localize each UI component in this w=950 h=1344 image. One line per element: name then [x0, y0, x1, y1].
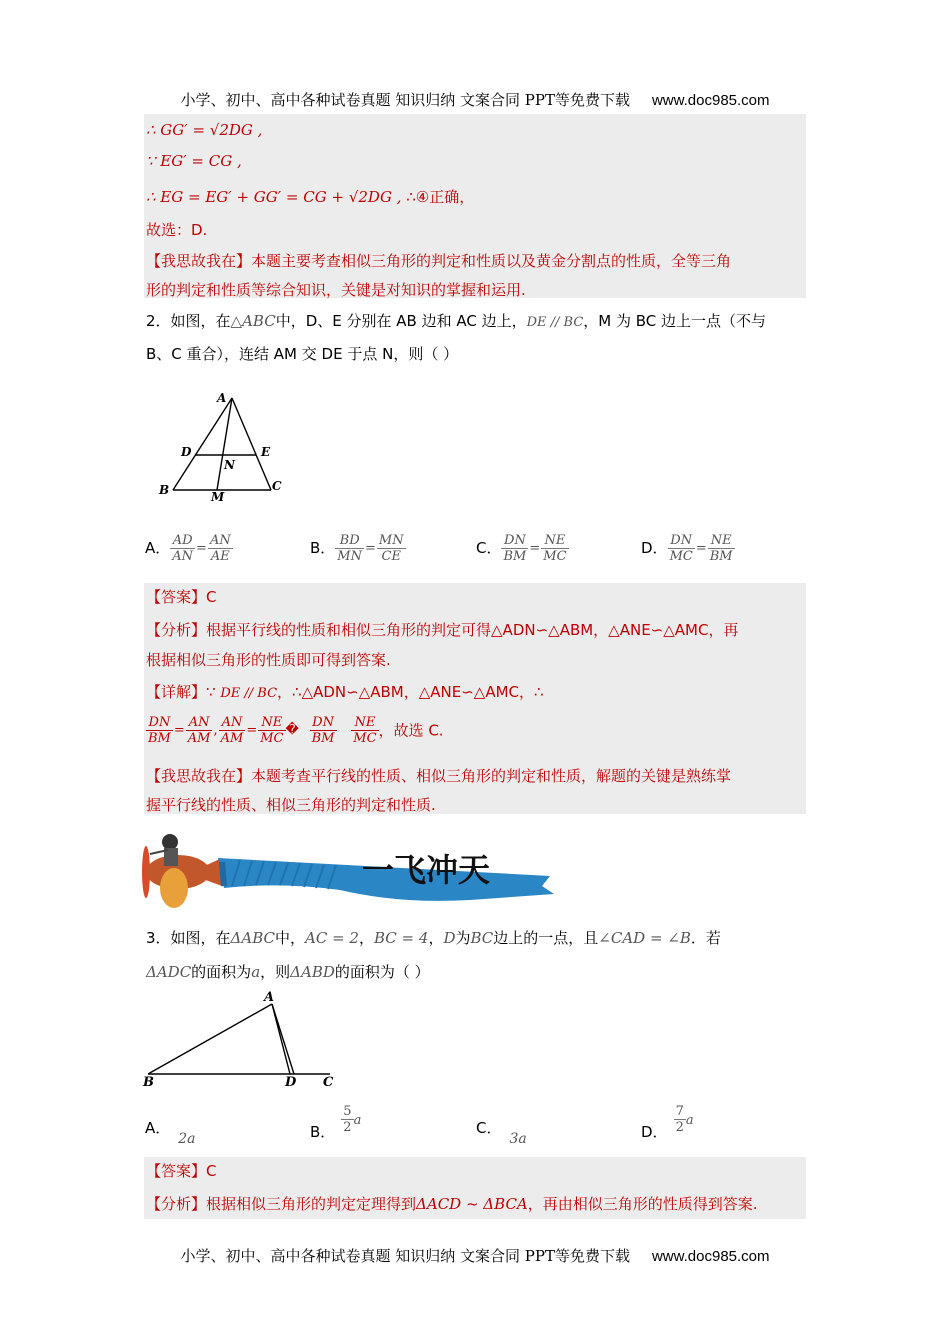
q3-label-d: D — [285, 1075, 297, 1090]
prev-think-text-1: 本题主要考查相似三角形的判定和性质以及黄金分割点的性质，全等三角 — [251, 252, 732, 270]
q3-option-c[interactable] — [476, 1117, 527, 1147]
q2-option-c[interactable] — [476, 533, 569, 564]
q2-option-c-eq: = — [529, 541, 541, 556]
q2-analysis-tag: 【分析】 — [146, 621, 207, 639]
q2-option-a-frac1-den: AN — [172, 549, 194, 564]
q2-option-d-frac1 — [668, 533, 695, 564]
q2-option-b-eq: = — [364, 541, 376, 556]
q2-detail-eq-2: = — [246, 722, 258, 738]
q2-detail-frac-5 — [310, 715, 337, 746]
q3-option-b-label: B． — [310, 1123, 336, 1141]
q2-option-d-eq: = — [695, 541, 707, 556]
q3-text-h: 的面积为 — [191, 963, 252, 981]
q2-label-c: C — [272, 479, 282, 493]
q2-detail-frac-1 — [146, 715, 173, 746]
q2-detail-frac-2-den: AM — [187, 731, 211, 746]
q3-answer-value: C — [206, 1162, 217, 1180]
q2-math-parallel: DE // BC — [526, 315, 584, 330]
q2-option-c-label: C． — [476, 539, 502, 557]
q3-math-d: D — [443, 929, 456, 947]
q2-option-b-frac2-den: CE — [381, 549, 401, 564]
q3-figure — [140, 986, 350, 1092]
q3-analysis-text-a: 根据相似三角形的判定定理得到 — [206, 1195, 417, 1213]
q2-stem-2: B、C 重合），连结 AM 交 DE 于点 N，则（ ） — [146, 345, 459, 363]
q2-label-b: B — [159, 483, 170, 497]
q2-detail-tag: 【详解】 — [146, 683, 207, 701]
prev-line-1 — [146, 120, 262, 140]
q2-option-a-frac2-num: AN — [209, 533, 231, 548]
q2-option-d-label: D． — [641, 539, 668, 557]
q3-option-b-var: a — [353, 1113, 362, 1128]
banner — [140, 828, 560, 914]
page-header — [0, 89, 950, 110]
q2-detail-frac-3-den: AM — [220, 731, 244, 746]
prev-line-4: 故选：D. — [146, 221, 208, 239]
q3-analysis-text-b: ，再由相似三角形的性质得到答案. — [527, 1195, 758, 1213]
q3-option-d-label: D． — [641, 1123, 668, 1141]
q3-label-b: B — [143, 1075, 154, 1090]
q2-option-d-frac2-num: NE — [708, 533, 735, 549]
q2-stem-1 — [146, 311, 766, 333]
q2-option-b-frac1 — [335, 533, 364, 564]
q3-option-a[interactable] — [145, 1117, 196, 1147]
q3-text-i: ，则 — [260, 963, 291, 981]
q3-option-a-label: A． — [145, 1119, 171, 1137]
q3-option-d-var: a — [685, 1113, 694, 1128]
q2-detail-frac-2-num: AN — [186, 715, 213, 731]
q3-option-c-value: 3a — [509, 1131, 527, 1147]
page-footer — [0, 1245, 950, 1266]
q3-math-adc: ΔADC — [146, 963, 192, 981]
q2-detail-end: ，故选 C. — [378, 721, 444, 740]
q2-detail-frac-4 — [258, 715, 285, 746]
q3-math-angle: ∠CAD = ∠B — [598, 929, 691, 947]
q2-text-a: 2．如图，在 — [146, 312, 231, 330]
q2-detail-because: ∵ — [206, 683, 216, 701]
q2-detail-frac-6 — [351, 715, 378, 746]
prev-formula-3: ∴ EG = EG′ + GG′ = CG + √2DG , — [146, 188, 402, 206]
q2-math-abc: △ABC — [230, 312, 276, 330]
q2-answer — [146, 587, 217, 607]
banner-title: 一飞冲天 — [362, 851, 491, 889]
prev-formula-2: ∵ EG′ = CG , — [146, 152, 242, 170]
q3-answer — [146, 1161, 217, 1181]
q3-math-abd: ΔABD — [290, 963, 335, 981]
q2-detail-text: ，∴△ADN∽△ABM，△ANE∽△AMC，∴ — [277, 683, 544, 701]
q3-option-a-value: 2a — [178, 1131, 196, 1147]
q2-text-b: 中，D、E 分别在 AB 边和 AC 边上， — [275, 312, 527, 330]
q2-detail-frac-2 — [186, 715, 213, 746]
q2-analysis-2: 根据相似三角形的性质即可得到答案. — [146, 651, 391, 669]
q3-text-d: ， — [428, 929, 444, 947]
q2-option-c-frac2-den: MC — [543, 549, 567, 564]
q2-option-a-frac1-num: AD — [170, 533, 195, 549]
q2-option-d-frac2-den: BM — [709, 549, 733, 564]
q2-analysis-1 — [146, 620, 738, 640]
q2-detail-frac-5-den: BM — [311, 731, 335, 746]
q2-detail-frac-3-num: AN — [219, 715, 246, 731]
q2-option-d[interactable] — [641, 533, 735, 564]
q2-detail-frac-5-num: DN — [310, 715, 337, 731]
q3-analysis-math: ΔACD ~ ΔBCA — [416, 1195, 528, 1213]
q3-option-b-den: 2 — [343, 1120, 352, 1135]
q3-label-c: C — [323, 1075, 334, 1090]
q2-option-c-frac1 — [501, 533, 528, 564]
q2-option-c-frac1-den: BM — [503, 549, 527, 564]
q2-figure — [150, 384, 300, 508]
q2-detail-1 — [146, 682, 544, 704]
q2-option-a-frac2-den: AE — [210, 549, 230, 564]
q2-think-1 — [146, 766, 731, 786]
q2-think-tag: 【我思故我在】 — [146, 767, 252, 785]
q2-label-a: A — [217, 391, 227, 405]
q2-detail-frac-4-den: MC — [260, 731, 284, 746]
q2-answer-value: C — [206, 588, 217, 606]
q3-text-b: 中， — [275, 929, 306, 947]
q3-analysis — [146, 1194, 758, 1214]
prev-line-2 — [146, 151, 242, 171]
header-site: www.doc985.com — [651, 92, 770, 109]
q2-detail-2: $\frac{DN}{BM}$ = $\frac{AN}{AM}$ , $\frac{AN}{AM}$ = $\frac{NE}{MC}$ � $\frac{DN}{BM}$ $\frac{NE}{MC}$ ，故选 C. — [148, 715, 444, 746]
q2-option-c-frac1-num: DN — [501, 533, 528, 549]
q2-detail-frac-4-num: NE — [258, 715, 285, 731]
q2-option-a[interactable] — [145, 533, 233, 564]
q3-option-d[interactable] — [641, 1104, 694, 1141]
prev-conclusion: ∴④正确， — [406, 188, 475, 206]
q2-option-c-frac2-num: NE — [541, 533, 568, 549]
q2-think-text-1: 本题考查平行线的性质、相似三角形的判定和性质，解题的关键是熟练掌 — [251, 767, 732, 785]
q3-text-f: 边上的一点，且 — [493, 929, 599, 947]
airplane-icon — [142, 834, 222, 908]
q2-option-a-frac1 — [170, 533, 195, 564]
q3-answer-tag: 【答案】 — [146, 1162, 207, 1180]
q2-detail-glyph: � — [285, 722, 299, 738]
q2-option-d-frac2 — [708, 533, 735, 564]
q3-math-ac: AC = 2 — [305, 929, 359, 947]
prev-line-6: 形的判定和性质等综合知识，关键是对知识的掌握和运用. — [146, 281, 526, 299]
q2-option-c-frac2 — [541, 533, 568, 564]
q3-math-bc2: BC — [470, 929, 494, 947]
prev-think-tag: 【我思故我在】 — [146, 252, 252, 270]
footer-text: 小学、初中、高中各种试卷真题 知识归纳 文案合同 PPT等免费下载 — [180, 1247, 630, 1265]
prev-line-3 — [146, 187, 474, 207]
q2-option-b-frac2 — [377, 533, 406, 564]
q2-option-a-label: A． — [145, 539, 171, 557]
q3-option-d-frac — [674, 1104, 686, 1135]
q3-text-e: 为 — [455, 929, 471, 947]
q2-option-b-frac2-num: MN — [378, 533, 404, 548]
q3-math-bc: BC = 4 — [374, 929, 429, 947]
q2-option-b[interactable] — [310, 533, 406, 564]
q3-text-g: ．若 — [690, 929, 721, 947]
q2-answer-tag: 【答案】 — [146, 588, 207, 606]
q3-label-a: A — [264, 990, 275, 1005]
q3-text-c: ， — [358, 929, 374, 947]
q3-option-b-num: 5 — [343, 1104, 352, 1119]
q2-option-d-frac1-num: DN — [668, 533, 695, 549]
q3-text-a: 3．如图，在 — [146, 929, 231, 947]
q2-option-d-frac1-den: MC — [669, 549, 693, 564]
q2-detail-frac-6-num: NE — [351, 715, 378, 731]
q2-option-a-eq: = — [196, 541, 207, 556]
prev-formula-1: ∴ GG′ = √2DG , — [146, 121, 263, 139]
q2-think-2: 握平行线的性质、相似三角形的判定和性质. — [146, 796, 436, 814]
q2-detail-eq-1: = — [173, 722, 185, 738]
q3-stem-1 — [146, 928, 721, 948]
q2-detail-math: DE // BC — [220, 686, 278, 701]
q3-analysis-tag: 【分析】 — [146, 1195, 207, 1213]
q2-label-e: E — [261, 445, 271, 459]
q3-text-j: 的面积为（ ） — [334, 963, 430, 981]
header-text: 小学、初中、高中各种试卷真题 知识归纳 文案合同 PPT等免费下载 — [180, 91, 630, 109]
q2-label-n: N — [224, 458, 235, 472]
q2-option-a-frac2 — [208, 533, 233, 564]
q2-label-m: M — [211, 490, 225, 504]
q2-detail-frac-1-num: DN — [146, 715, 173, 731]
q3-option-c-label: C． — [476, 1119, 502, 1137]
q3-math-a: a — [251, 963, 261, 981]
q3-option-d-den: 2 — [675, 1120, 684, 1135]
q2-detail-frac-6-den: MC — [353, 731, 377, 746]
q2-text-c: ，M 为 BC 边上一点（不与 — [583, 312, 767, 330]
q3-option-b-frac — [341, 1104, 353, 1135]
q3-stem-2 — [146, 962, 430, 982]
q2-detail-frac-1-den: BM — [148, 731, 171, 746]
q2-detail-frac-3 — [219, 715, 246, 746]
q3-option-d-num: 7 — [675, 1104, 684, 1119]
q2-option-b-frac1-num: BD — [335, 533, 364, 549]
footer-site: www.doc985.com — [651, 1248, 770, 1265]
q3-math-abc: ΔABC — [230, 929, 275, 947]
q2-option-b-frac1-den: MN — [337, 549, 362, 564]
q3-option-b[interactable] — [310, 1104, 362, 1141]
q2-label-d: D — [181, 445, 192, 459]
prev-line-5 — [146, 251, 731, 271]
q2-analysis-text-1: 根据平行线的性质和相似三角形的判定可得△ADN∽△ABM，△ANE∽△AMC，再 — [206, 621, 739, 639]
q2-option-b-label: B． — [310, 539, 336, 557]
